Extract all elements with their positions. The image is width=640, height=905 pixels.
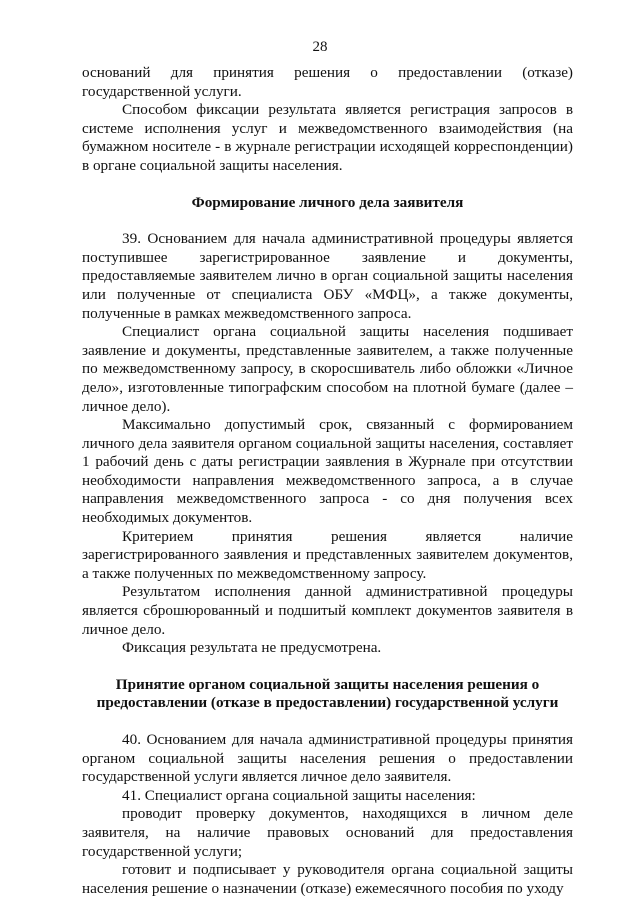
paragraph: Специалист органа социальной защиты населения подшивает заявление и документы, представленные заявителем, а также полученные по межведомственному запросу, в скоросшиватель либо обложки «Личное дело», изготовленные типографским способом на плотной бумаге (далее – личное дело). [82,323,573,415]
document-body [82,64,573,898]
page-number: 28 [312,39,328,55]
paragraph: проводит проверку документов, находящихся в личном деле заявителя, на наличие правовых оснований для предоставления государственной услуги; [82,805,573,860]
paragraph: Критерием принятия решения является наличие зарегистрированного заявления и представленных заявителем документов, а также полученных по межведомственному запросу. [82,527,573,582]
paragraph: Максимально допустимый срок, связанный с формированием личного дела заявителя органом социальной защиты населения, составляет 1 рабочий день с даты регистрации заявления в Журнале при отсутствии необходимости направления межведомственного запроса, а в случае направления межведомственного запроса - со дня получения всех необходимых документов. [82,416,573,527]
paragraph: оснований для принятия решения о предоставлении (отказе) государственной услуги. [82,64,573,100]
paragraph: готовит и подписывает у руководителя органа социальной защиты населения решение о назначении (отказе) ежемесячного пособия по уходу [82,861,573,897]
paragraph: 40. Основанием для начала административной процедуры принятия органом социальной защиты населения решения о предоставлении государственной услуги является личное дело заявителя. [82,731,573,786]
section-heading: Формирование личного дела заявителя [191,193,464,211]
section-heading: Принятие органом социальной защиты населения решения о предоставлении (отказе в предоставлении) государственной услуги [96,675,559,712]
paragraph: 39. Основанием для начала административной процедуры является поступившее зарегистрированное заявление и документы, предоставляемые заявителем лично в орган социальной защиты населения или полученные от специалиста ОБУ «МФЦ», а также документы, полученные в рамках межведомственного запроса. [82,230,573,322]
paragraph: Способом фиксации результата является регистрация запросов в системе исполнения услуг и межведомственного взаимодействия (на бумажном носителе - в журнале регистрации исходящей корреспонденции) в органе социальной защиты населения. [82,101,573,174]
paragraph: Результатом исполнения данной административной процедуры является сброшюрованный и подшитый комплект документов заявителя в личное дело. [82,583,573,638]
paragraph: 41. Специалист органа социальной защиты населения: [122,786,476,804]
paragraph: Фиксация результата не предусмотрена. [122,639,382,657]
